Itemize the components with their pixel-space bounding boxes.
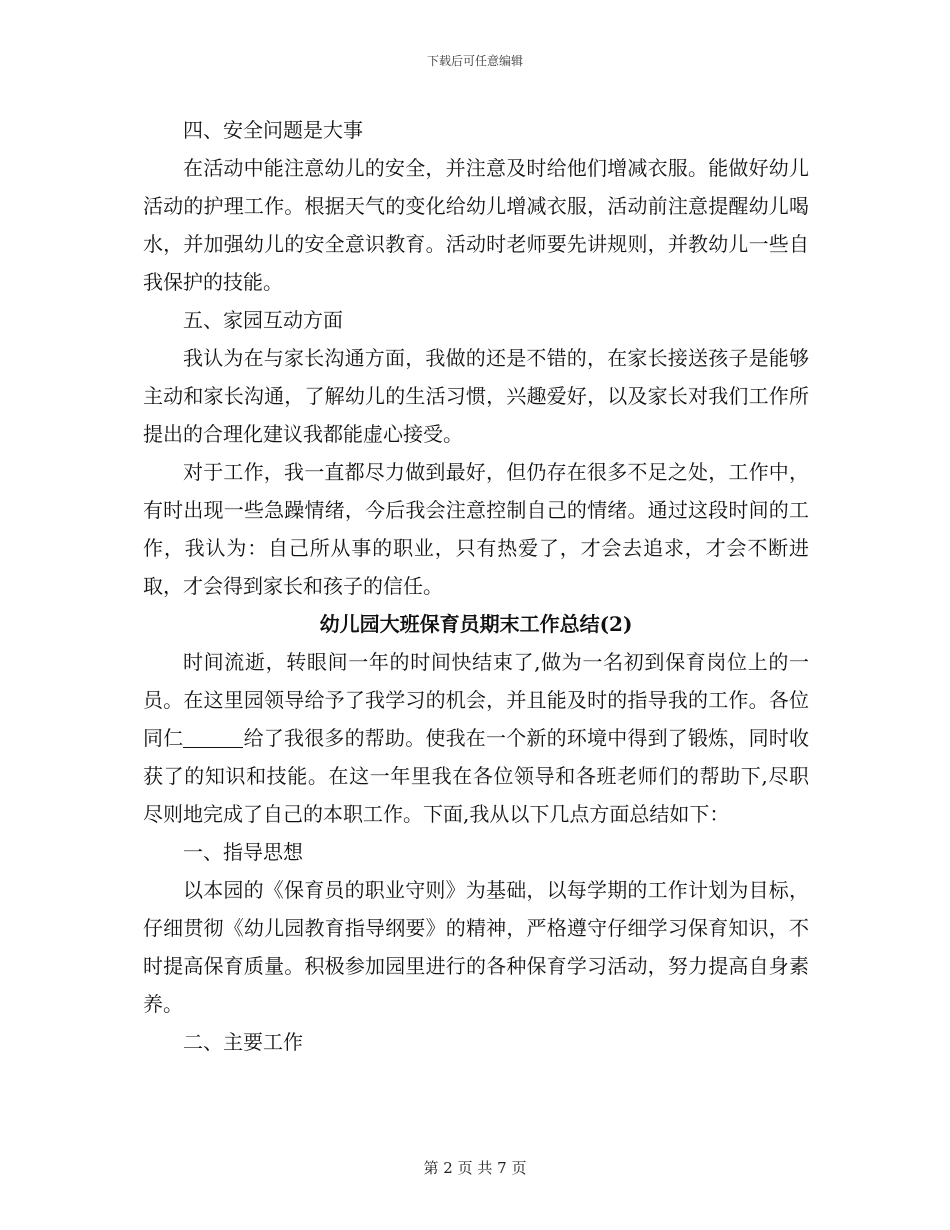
heading-safety: 四、安全问题是大事 <box>183 118 363 142</box>
section-title: 幼儿园大班保育员期末工作总结(2) <box>319 612 633 636</box>
paragraph-home-school: 我认为在与家长沟通方面，我做的还是不错的，在家长接送孩子是能够主动和家长沟通，了解幼儿的生活习惯，兴趣爱好，以及家长对我们工作所提出的合理化建议我都能虚心接受。 <box>143 346 809 446</box>
paragraph-guiding-thought: 以本园的《保育员的职业守则》为基础，以每学期的工作计划为目标，仔细贯彻《幼儿园教育指导纲要》的精神，严格遵守仔细学习保育知识，不时提高保育质量。积极参加园里进行的各种保育学习活动，努力提高自身素养。 <box>143 878 809 1016</box>
heading-home-school: 五、家园互动方面 <box>183 308 343 332</box>
page-header: 下载后可任意编辑 <box>426 54 523 68</box>
document-body <box>143 111 809 1061</box>
page-footer: 第 2 页 共 7 页 <box>423 1159 527 1177</box>
intro-text-before: 时间流逝，转眼间一年的时间快结束了,做为一名初到保育岗位上的一员。在这里园领导给予了我学习的机会，并且能及时的指导我的工作。各位同仁 <box>143 650 809 750</box>
paragraph-intro <box>143 643 809 833</box>
blank-underline <box>183 727 243 748</box>
heading-main-work: 二、主要工作 <box>183 1030 303 1054</box>
paragraph-safety: 在活动中能注意幼儿的安全，并注意及时给他们增减衣服。能做好幼儿活动的护理工作。根据天气的变化给幼儿增减衣服，活动前注意提醒幼儿喝水，并加强幼儿的安全意识教育。活动时老师要先讲规则，并教幼儿一些自我保护的技能。 <box>143 156 809 294</box>
intro-text-after: 给了我很多的帮助。使我在一个新的环境中得到了锻炼，同时收获了的知识和技能。在这一年里我在各位领导和各班老师们的帮助下,尽职尽则地完成了自己的本职工作。下面,我从以下几点方面总结如下： <box>143 726 810 826</box>
paragraph-conclusion: 对于工作，我一直都尽力做到最好，但仍存在很多不足之处，工作中，有时出现一些急躁情绪，今后我会注意控制自己的情绪。通过这段时间的工作，我认为：自己所从事的职业，只有热爱了，才会去追求，才会不断进取，才会得到家长和孩子的信任。 <box>143 460 809 598</box>
heading-guiding-thought: 一、指导思想 <box>183 840 303 864</box>
